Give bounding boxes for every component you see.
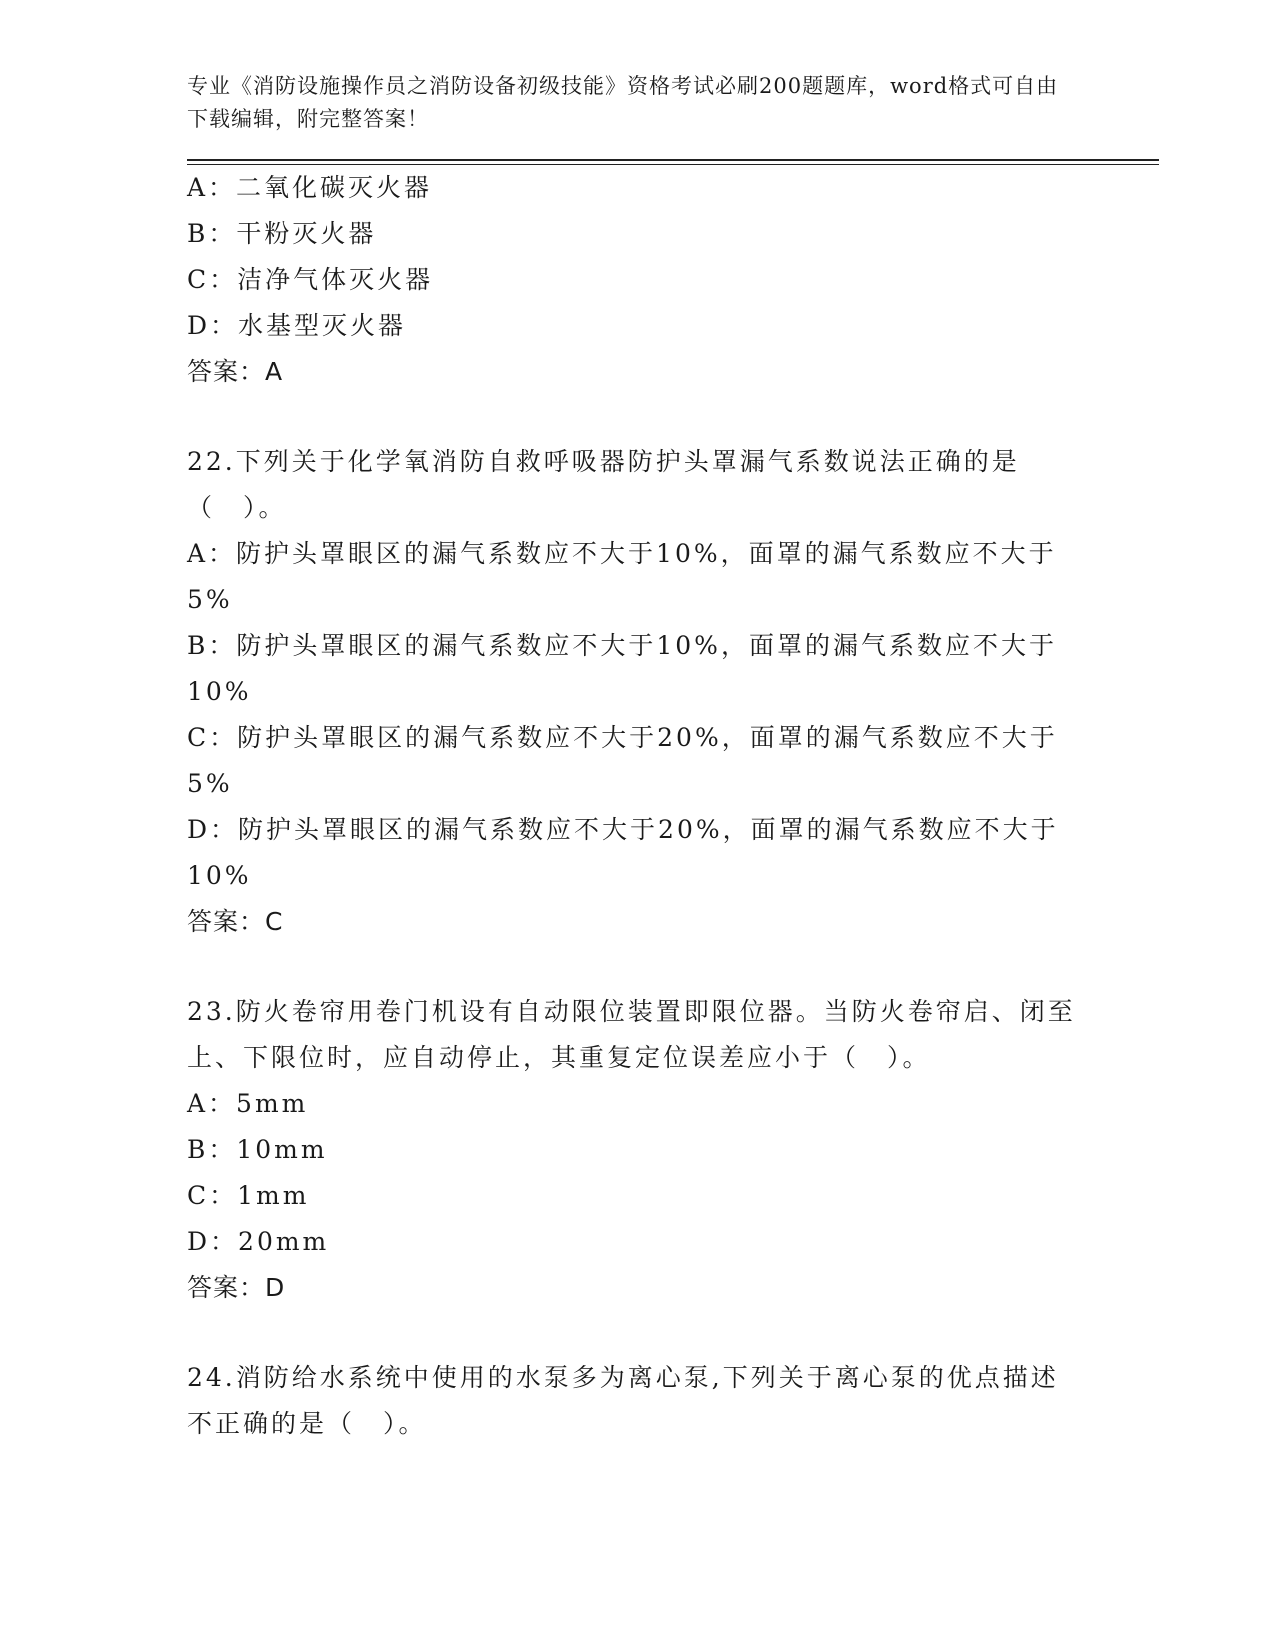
answer-line: 答案：D — [187, 1273, 286, 1302]
question-22 — [187, 439, 1087, 945]
question-24 — [187, 1355, 1087, 1447]
option-a: A：5mm — [187, 1089, 309, 1118]
option-c: C：1mm — [187, 1181, 310, 1210]
option-c: C：洁净气体灭火器 — [187, 265, 434, 294]
answer-line: 答案：A — [187, 357, 284, 386]
option-d: D：防护头罩眼区的漏气系数应不大于20%，面罩的漏气系数应不大于10% — [187, 815, 1059, 890]
option-d: D：水基型灭火器 — [187, 311, 407, 340]
document-page — [187, 70, 1087, 1447]
option-b: B：防护头罩眼区的漏气系数应不大于10%，面罩的漏气系数应不大于10% — [187, 631, 1057, 706]
answer-line: 答案：C — [187, 907, 284, 936]
option-b: B：10mm — [187, 1135, 328, 1164]
document-header: 专业《消防设施操作员之消防设备初级技能》资格考试必刷200题题库，word格式可自由下载编辑，附完整答案！ — [187, 74, 1059, 131]
spacer — [187, 1311, 1087, 1355]
option-a: A：二氧化碳灭火器 — [187, 173, 433, 202]
question-23 — [187, 989, 1087, 1311]
question-stem: 24.消防给水系统中使用的水泵多为离心泵,下列关于离心泵的优点描述不正确的是（ ）。 — [187, 1363, 1059, 1438]
question-stem: 22.下列关于化学氧消防自救呼吸器防护头罩漏气系数说法正确的是（ ）。 — [187, 447, 1020, 522]
question-stem: 23.防火卷帘用卷门机设有自动限位装置即限位器。当防火卷帘启、闭至上、下限位时，应自动停止，其重复定位误差应小于（ ）。 — [187, 997, 1076, 1072]
option-a: A：防护头罩眼区的漏气系数应不大于10%，面罩的漏气系数应不大于5% — [187, 539, 1057, 614]
spacer — [187, 395, 1087, 439]
option-d: D：20mm — [187, 1227, 330, 1256]
partial-question — [187, 165, 1087, 395]
option-b: B：干粉灭火器 — [187, 219, 377, 248]
spacer — [187, 945, 1087, 989]
option-c: C：防护头罩眼区的漏气系数应不大于20%，面罩的漏气系数应不大于5% — [187, 723, 1058, 798]
